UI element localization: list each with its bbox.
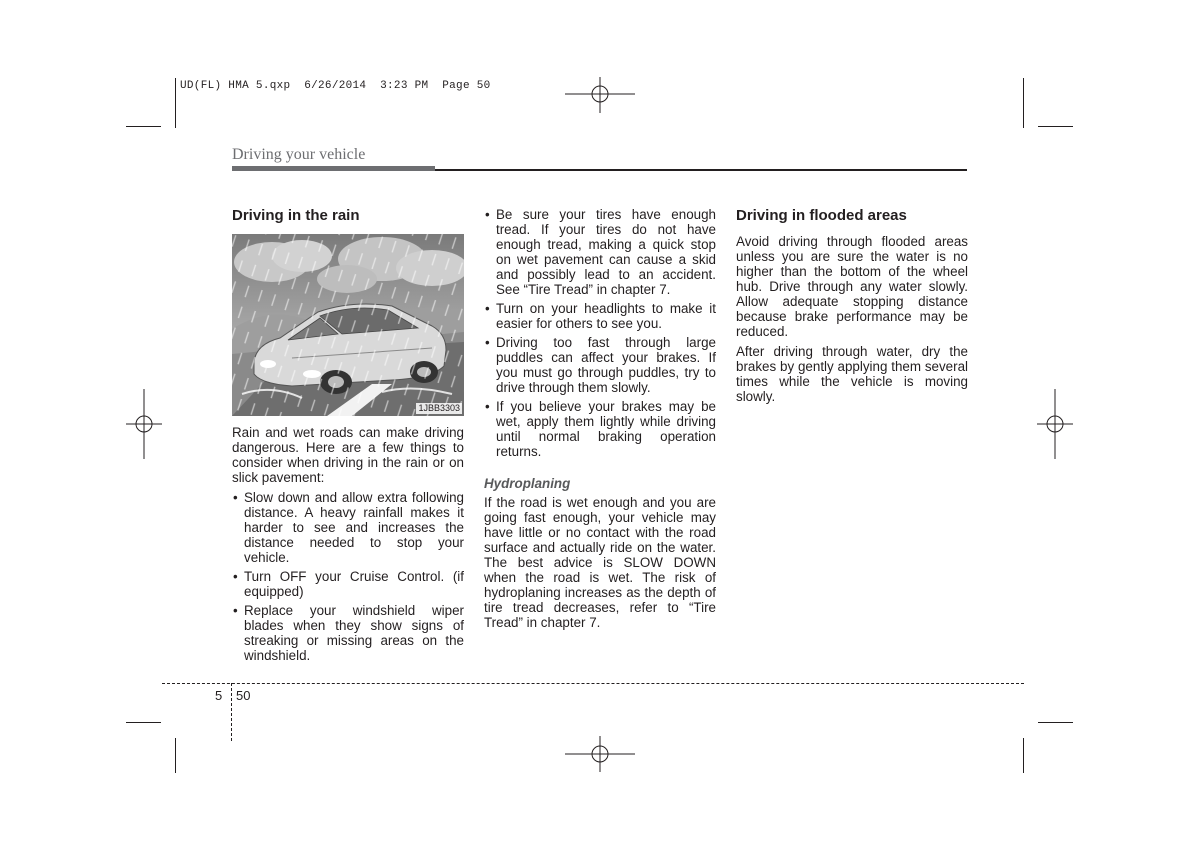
rain-illustration	[232, 234, 464, 416]
registration-mark-icon	[126, 389, 162, 459]
crop-mark	[1023, 738, 1024, 773]
heading-flooded-areas: Driving in flooded areas	[736, 207, 907, 224]
list-item: • Be sure your tires have enough tread. If your tires do not have enough tread, making a quick stop on wet pavement can cause a skid and possibly lead to an accident. See “Tire Tread” in chapter 7.	[484, 207, 716, 297]
list-item: • Turn OFF your Cruise Control. (if equipped)	[232, 569, 464, 599]
section-title: Driving your vehicle	[232, 146, 366, 163]
rain-intro-paragraph: Rain and wet roads can make driving dangerous. Here are a few things to consider when driving in the rain or on slick pavement:	[232, 425, 464, 485]
column-middle	[484, 207, 716, 635]
flooded-paragraph: Avoid driving through flooded areas unless you are sure the water is no higher than the bottom of the wheel hub. Drive through any water slowly. Allow adequate stopping distance because brake performance may be reduced.	[736, 234, 968, 339]
column-left	[232, 207, 464, 667]
print-slug: UD(FL) HMA 5.qxp 6/26/2014 3:23 PM Page 50	[180, 80, 491, 92]
flooded-paragraph: After driving through water, dry the brakes by gently applying them several times while the vehicle is moving slowly.	[736, 344, 968, 404]
crop-mark	[1023, 78, 1024, 128]
heading-hydroplaning: Hydroplaning	[484, 476, 571, 491]
column-right	[736, 207, 968, 409]
crop-mark	[126, 126, 161, 127]
list-item: • If you believe your brakes may be wet, apply them lightly while driving until normal braking operation returns.	[484, 399, 716, 459]
rain-bullet-list	[232, 490, 464, 663]
crop-mark	[175, 78, 176, 128]
footer-divider	[231, 683, 232, 741]
crop-mark	[1038, 126, 1073, 127]
header-rule	[435, 169, 967, 171]
heading-driving-in-rain: Driving in the rain	[232, 207, 360, 224]
hydroplaning-paragraph: If the road is wet enough and you are going fast enough, your vehicle may have little or no contact with the road surface and actually ride on the water. The best advice is SLOW DOWN when the road is wet. The risk of hydroplaning increases as the depth of tire tread decreases, refer to “Tire Tread” in chapter 7.	[484, 495, 716, 630]
figure-code: 1JBB3303	[418, 403, 460, 413]
rain-bullet-list-continued	[484, 207, 716, 459]
chapter-number: 5	[215, 688, 223, 703]
list-item: • Slow down and allow extra following distance. A heavy rainfall makes it harder to see and increases the distance needed to stop your vehicle.	[232, 490, 464, 565]
footer-rule	[162, 683, 1024, 684]
list-item: • Driving too fast through large puddles can affect your brakes. If you must go through puddles, try to drive through them slowly.	[484, 335, 716, 395]
list-item: • Turn on your headlights to make it easier for others to see you.	[484, 301, 716, 331]
crop-mark	[175, 738, 176, 773]
header-rule	[232, 166, 435, 171]
crop-mark	[1038, 722, 1073, 723]
car-in-rain-image	[232, 234, 464, 416]
registration-mark-icon	[565, 77, 635, 113]
crop-mark	[126, 722, 161, 723]
registration-mark-icon	[1037, 389, 1073, 459]
list-item: • Replace your windshield wiper blades when they show signs of streaking or missing areas on the windshield.	[232, 603, 464, 663]
page-number: 50	[236, 688, 251, 703]
registration-mark-icon	[565, 736, 635, 772]
